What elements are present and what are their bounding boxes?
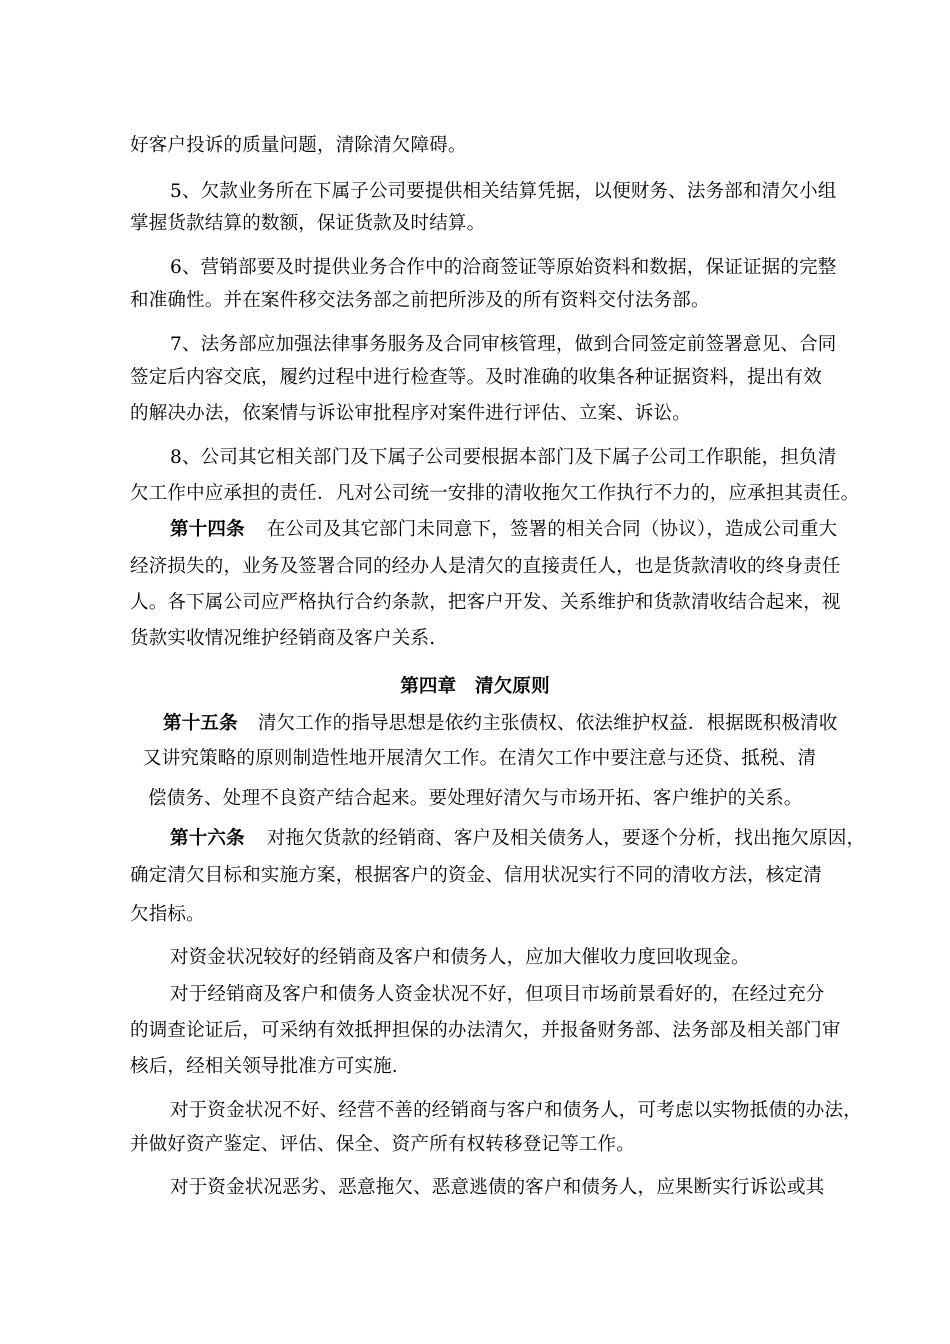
article-16-line <box>170 827 865 851</box>
text-line: 签定后内容交底，履约过程中进行检查等。及时准确的收集各种证据资料，提出有效 <box>130 367 822 388</box>
text-line: 货款实收情况维护经销商及客户关系. <box>130 628 436 649</box>
article-14-text: 在公司及其它部门未同意下，签署的相关合同（协议），造成公司重大 <box>266 519 838 540</box>
article-16-text: 对拖欠货款的经销商、客户及相关债务人，要逐个分析，找出拖欠原因， <box>266 828 866 849</box>
article-15-text: 清欠工作的指导思想是依约主张债权、依法维护权益．根据既积极清收 <box>257 713 838 734</box>
text-line: 6、营销部要及时提供业务合作中的洽商签证等原始资料和数据，保证证据的完整 <box>170 257 837 278</box>
text-line: 人。各下属公司应严格执行合约条款，把客户开发、关系维护和货款清收结合起来，视 <box>130 592 841 613</box>
text-line: 掌握货款结算的数额，保证货款及时结算。 <box>130 213 486 234</box>
text-line: 经济损失的，业务及签署合同的经办人是清欠的直接责任人，也是货款清收的终身责任 <box>130 556 841 577</box>
article-16-label: 第十六条 <box>170 828 245 849</box>
text-line: 对于资金状况恶劣、恶意拖欠、恶意逃债的客户和债务人，应果断实行诉讼或其 <box>170 1177 825 1198</box>
text-line: 对于经销商及客户和债务人资金状况不好，但项目市场前景看好的，在经过充分 <box>170 984 825 1005</box>
text-line: 核后，经相关领导批准方可实施. <box>130 1056 398 1077</box>
text-line: 和准确性。并在案件移交法务部之前把所涉及的所有资料交付法务部。 <box>130 290 710 311</box>
text-line: 对于资金状况不好、经营不善的经销商与客户和债务人，可考虑以实物抵债的办法， <box>170 1100 862 1121</box>
text-line: 欠工作中应承担的责任．凡对公司统一安排的清收拖欠工作执行不力的，应承担其责任。 <box>130 483 860 504</box>
text-line: 的解决办法，依案情与诉讼审批程序对案件进行评估、立案、诉讼。 <box>130 403 692 424</box>
article-15-line <box>163 712 838 736</box>
article-14-line <box>170 518 837 542</box>
text-line: 偿债务、处理不良资产结合起来。要处理好清欠与市场开拓、客户维护的关系。 <box>148 788 803 809</box>
text-line: 欠指标。 <box>130 904 205 925</box>
text-line: 的调查论证后，可采纳有效抵押担保的办法清欠，并报备财务部、法务部及相关部门审 <box>130 1020 841 1041</box>
article-14-label: 第十四条 <box>170 519 245 540</box>
article-15-label: 第十五条 <box>163 713 238 734</box>
text-line: 并做好资产鉴定、评估、保全、资产所有权转移登记等工作。 <box>130 1134 635 1155</box>
text-line: 8、公司其它相关部门及下属子公司要根据本部门及下属子公司工作职能，担负清 <box>170 447 837 468</box>
text-line: 又讲究策略的原则制造性地开展清欠工作。在清欠工作中要注意与还贷、抵税、清 <box>143 748 817 769</box>
text-line: 5、欠款业务所在下属子公司要提供相关结算凭据，以便财务、法务部和清欠小组 <box>170 181 837 202</box>
text-line: 对资金状况较好的经销商及客户和债务人，应加大催收力度回收现金。 <box>170 947 750 968</box>
text-line: 好客户投诉的质量问题，清除清欠障碍。 <box>130 135 467 156</box>
chapter-heading: 第四章 清欠原则 <box>400 676 550 697</box>
text-line: 7、法务部应加强法律事务服务及合同审核管理，做到合同签定前签署意见、合同 <box>170 334 837 355</box>
text-line: 确定清欠目标和实施方案，根据客户的资金、信用状况实行不同的清收方法，核定清 <box>130 865 822 886</box>
